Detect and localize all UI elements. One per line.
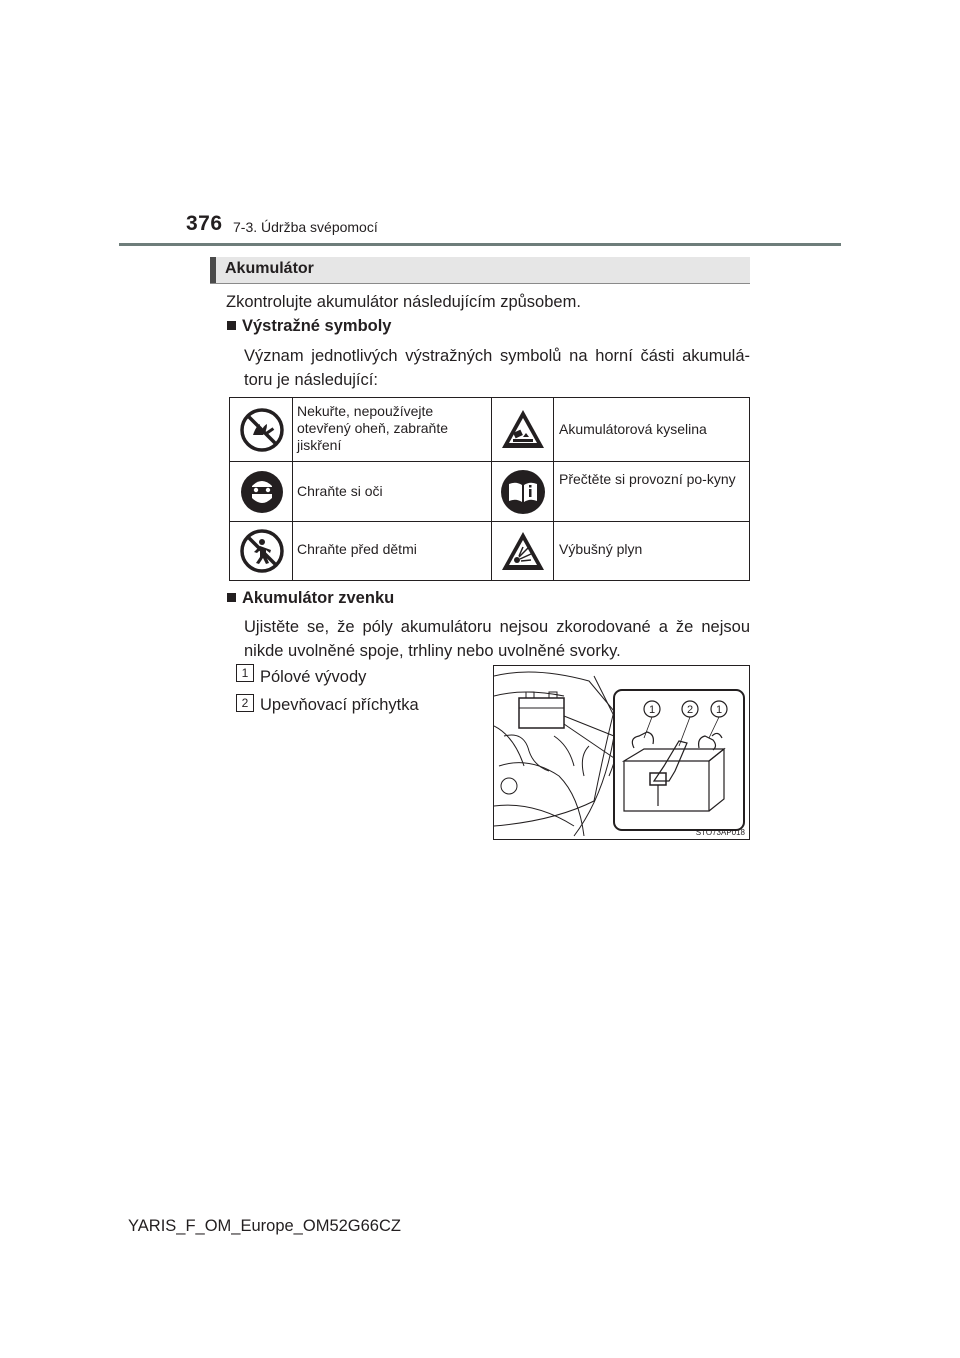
bullet-square-icon xyxy=(227,593,236,602)
section-heading-title: Akumulátor xyxy=(225,260,314,277)
battery-exterior-text: Ujistěte se, že póly akumulátoru nejsou zkorodované a že nejsou nikde uvolněné spoje, trhliny nebo uvolněné svorky. xyxy=(244,618,750,660)
section-heading-bar xyxy=(210,257,216,283)
warning-symbols-table xyxy=(229,397,750,581)
header-divider xyxy=(119,243,841,246)
keep-from-children-icon xyxy=(240,529,284,573)
acid-warning-icon xyxy=(500,407,546,451)
page-number: 376 xyxy=(186,212,223,235)
symbol-description: Chraňte před dětmi xyxy=(297,541,417,557)
engine-bay-illustration xyxy=(494,666,749,839)
document-footer: YARIS_F_OM_Europe_OM52G66CZ xyxy=(128,1217,401,1235)
warning-symbols-heading xyxy=(227,317,391,336)
figure-code: STO73AP018 xyxy=(695,828,745,837)
legend-label: Upevňovací příchytka xyxy=(260,696,419,714)
read-manual-icon xyxy=(500,469,546,515)
symbol-description: Výbušný plyn xyxy=(559,541,643,557)
no-fire-icon xyxy=(240,408,284,452)
symbol-description: Chraňte si oči xyxy=(297,483,383,499)
symbol-description: Přečtěte si provozní po-kyny xyxy=(559,471,736,487)
battery-exterior-heading-text: Akumulátor zvenku xyxy=(242,589,395,607)
warning-symbols-text: Význam jednotlivých výstražných symbolů na horní části akumulá-toru je následující: xyxy=(244,347,750,389)
eye-protection-icon xyxy=(240,470,284,514)
legend-number: 2 xyxy=(236,694,254,712)
warning-symbols-heading-text: Výstražné symboly xyxy=(242,317,392,335)
battery-exterior-heading xyxy=(227,589,394,608)
symbol-description: Nekuřte, nepoužívejte otevřený oheň, zabraňte jiskření xyxy=(297,403,448,453)
callout-number: 1 xyxy=(715,704,723,716)
table-row xyxy=(230,398,749,462)
callout-number: 1 xyxy=(648,704,656,716)
intro-text: Zkontrolujte akumulátor následujícím způsobem. xyxy=(226,293,581,311)
explosive-gas-icon xyxy=(500,529,546,573)
symbol-description: Akumulátorová kyselina xyxy=(559,421,707,437)
bullet-square-icon xyxy=(227,321,236,330)
section-breadcrumb: 7-3. Údržba svépomocí xyxy=(233,219,378,235)
callout-number: 2 xyxy=(686,704,694,716)
table-row xyxy=(230,522,749,580)
legend-label: Pólové vývody xyxy=(260,668,367,686)
section-heading xyxy=(210,257,750,284)
battery-illustration xyxy=(493,665,750,840)
table-row xyxy=(230,462,749,522)
legend-number: 1 xyxy=(236,664,254,682)
